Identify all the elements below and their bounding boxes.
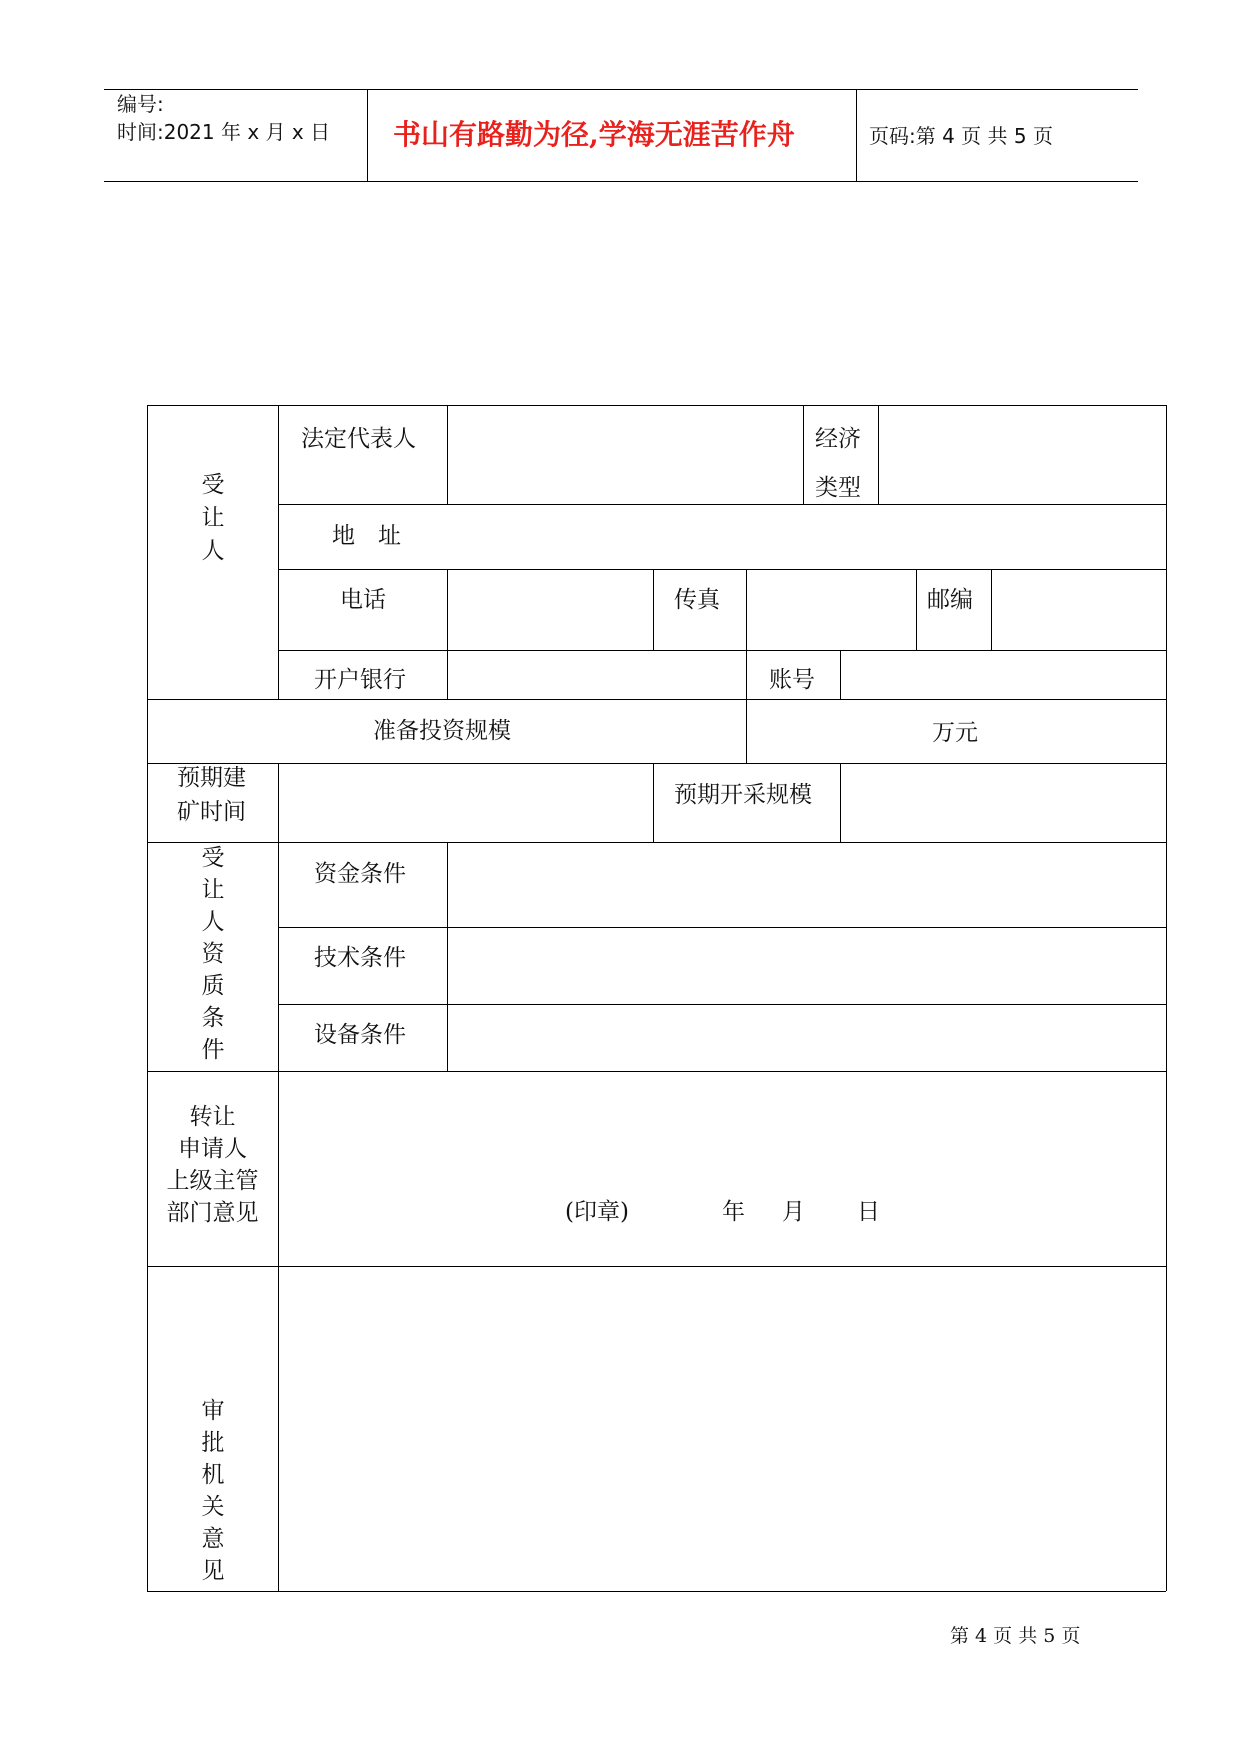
- row-line: [147, 699, 1166, 700]
- row-line: [278, 650, 1166, 651]
- label-char: 人: [201, 909, 225, 935]
- row-line: [147, 842, 1166, 843]
- account-label: 账号: [769, 667, 815, 693]
- postcode-field[interactable]: [993, 571, 1164, 648]
- table-border-bottom: [147, 1591, 1166, 1592]
- fund-condition-field[interactable]: [449, 844, 1164, 925]
- superior-department-label: [147, 1101, 278, 1229]
- label-char: 机: [201, 1462, 225, 1488]
- legal-representative-field[interactable]: [449, 407, 801, 502]
- investment-scale-field[interactable]: [748, 701, 1164, 761]
- label-char: 让: [201, 505, 225, 531]
- row-line: [278, 504, 1166, 505]
- bank-field[interactable]: [449, 652, 744, 697]
- col-line: [653, 763, 654, 842]
- col-line: [278, 842, 279, 1071]
- document-time-label: 时间:2021 年 x 月 x 日: [117, 120, 331, 144]
- postcode-label: 邮编: [927, 587, 973, 613]
- table-border-left: [147, 405, 148, 1591]
- tech-condition-field[interactable]: [449, 929, 1164, 1002]
- col-line: [803, 405, 804, 504]
- col-line: [746, 650, 747, 763]
- label-char: 人: [201, 538, 225, 564]
- row-line: [278, 927, 1166, 928]
- table-border-top: [147, 405, 1166, 406]
- header-motto: 书山有路勤为径,学海无涯苦作舟: [393, 118, 795, 151]
- build-time-label-line2: 矿时间: [177, 799, 246, 825]
- label-char: 让: [201, 877, 225, 903]
- label-char: 条: [201, 1005, 225, 1031]
- ten-thousand-yuan-unit: 万元: [932, 720, 978, 746]
- transferee-label: [193, 469, 233, 568]
- label-char: 资: [201, 941, 225, 967]
- row-line: [147, 763, 1166, 764]
- seal-label: (印章): [565, 1199, 629, 1225]
- label-char: 见: [201, 1558, 225, 1584]
- approval-authority-label: [193, 1395, 233, 1587]
- col-line: [278, 405, 279, 699]
- approval-opinion-field[interactable]: [280, 1268, 1164, 1589]
- superior-opinion-field[interactable]: [280, 1073, 1164, 1264]
- col-line: [746, 569, 747, 650]
- label-char: 批: [201, 1430, 225, 1456]
- equipment-condition-label: 设备条件: [314, 1022, 406, 1048]
- investment-scale-label: 准备投资规模: [373, 718, 511, 744]
- col-line: [447, 842, 448, 1071]
- document-number-label: 编号:: [117, 92, 164, 116]
- year-label: 年: [722, 1199, 745, 1225]
- label-char: 受: [201, 472, 225, 498]
- row-line: [278, 569, 1166, 570]
- footer-page-number: 第 4 页 共 5 页: [950, 1625, 1081, 1647]
- label-line: 转让: [189, 1104, 236, 1130]
- col-line: [278, 763, 279, 842]
- col-line: [840, 650, 841, 699]
- col-line: [447, 405, 448, 504]
- mining-scale-label: 预期开采规模: [674, 782, 812, 808]
- tech-condition-label: 技术条件: [314, 945, 406, 971]
- label-line: 部门意见: [166, 1200, 259, 1226]
- table-border-right: [1166, 405, 1167, 1591]
- label-char: 件: [201, 1037, 225, 1063]
- col-line: [840, 763, 841, 842]
- account-field[interactable]: [842, 652, 1164, 697]
- label-char: 质: [201, 973, 225, 999]
- col-line: [278, 1071, 279, 1591]
- economic-type-label-line1: 经济: [815, 426, 861, 452]
- build-time-field[interactable]: [280, 765, 651, 840]
- economic-type-field[interactable]: [880, 407, 1164, 502]
- label-line: 上级主管: [166, 1168, 259, 1194]
- row-line: [147, 1071, 1166, 1072]
- address-label: 地 址: [332, 523, 401, 549]
- col-line: [916, 569, 917, 650]
- col-line: [878, 405, 879, 504]
- day-label: 日: [857, 1199, 880, 1225]
- header-page-label: 页码:第 4 页 共 5 页: [869, 124, 1053, 148]
- header-top-rule: [104, 89, 1138, 90]
- month-label: 月: [782, 1199, 805, 1225]
- fund-condition-label: 资金条件: [314, 861, 406, 887]
- bank-label: 开户银行: [314, 667, 406, 693]
- mining-scale-field[interactable]: [842, 765, 1164, 840]
- label-char: 关: [201, 1494, 225, 1520]
- label-char: 意: [201, 1526, 225, 1552]
- fax-field[interactable]: [748, 571, 914, 648]
- col-line: [991, 569, 992, 650]
- row-line: [147, 1266, 1166, 1267]
- qualification-label: [193, 842, 233, 1066]
- equipment-condition-field[interactable]: [449, 1006, 1164, 1069]
- row-line: [278, 1004, 1166, 1005]
- col-line: [447, 569, 448, 699]
- legal-representative-label: 法定代表人: [301, 426, 416, 452]
- label-char: 受: [201, 845, 225, 871]
- label-char: 审: [201, 1398, 225, 1424]
- label-line: 申请人: [178, 1136, 247, 1162]
- phone-field[interactable]: [449, 571, 651, 648]
- phone-label: 电话: [340, 587, 386, 613]
- header-divider-right: [856, 89, 857, 181]
- header-divider-left: [367, 89, 368, 181]
- header-bottom-rule: [104, 181, 1138, 182]
- address-field[interactable]: [449, 506, 1164, 567]
- col-line: [653, 569, 654, 650]
- build-time-label-line1: 预期建: [177, 765, 246, 791]
- economic-type-label-line2: 类型: [815, 475, 861, 501]
- fax-label: 传真: [674, 587, 720, 613]
